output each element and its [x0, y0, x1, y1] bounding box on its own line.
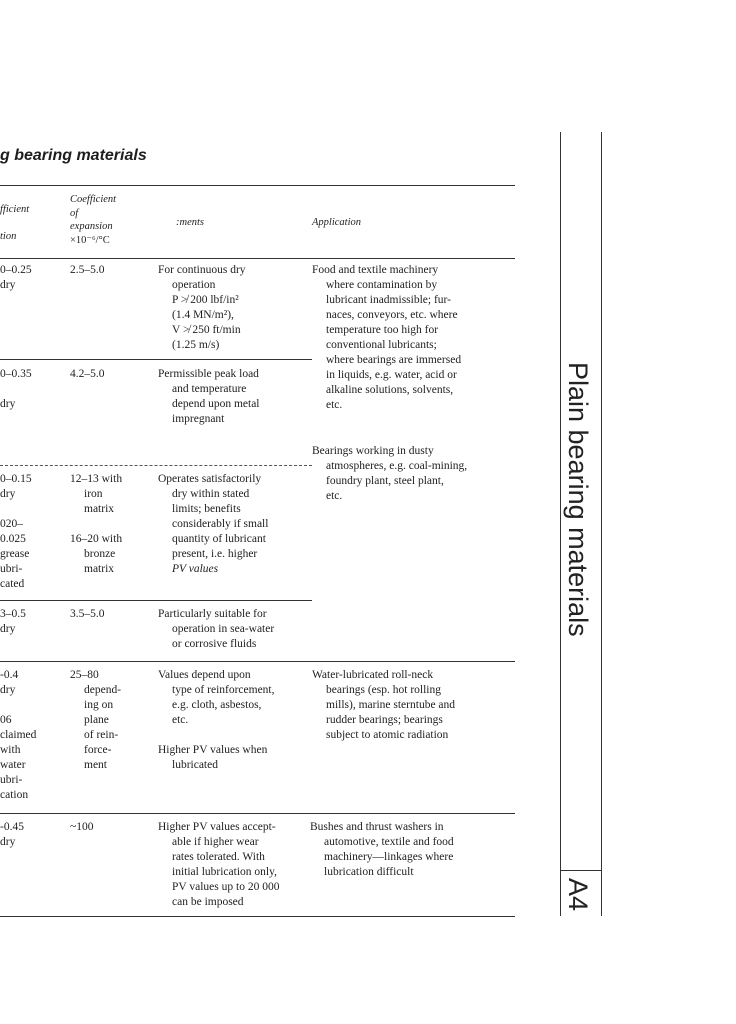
- application-4: Bushes and thrust washers in automotive, textile and food machinery—linkages where lubrication difficult: [310, 821, 454, 878]
- application-2: Bearings working in dusty atmospheres, e.g. coal-mining, foundry plant, steel plant, etc.: [312, 445, 468, 502]
- row-5-rule: [0, 813, 515, 814]
- row-4-expansion: 3.5–5.0: [70, 608, 105, 620]
- application-1: Food and textile machinery where contamination by lubricant inadmissible; fur- naces, conveyors, etc. where temperature too high for conventional lubricants; where bearings are immersed in liquids, e.g. water, acid or alkaline solutions, solvents, etc.: [312, 264, 462, 411]
- row-6-coefficient: -0.45 dry: [0, 821, 24, 848]
- side-tab-right-rule: [601, 132, 602, 916]
- table-bottom-rule: [0, 916, 515, 917]
- header-application: Application: [312, 217, 361, 228]
- row-3-rule: [0, 600, 312, 601]
- header-expansion: Coefficient of expansion ×10⁻⁶/°C: [70, 194, 117, 246]
- row-4-rule: [0, 661, 515, 662]
- row-1-comments: For continuous dry operation P ≯ 200 lbf/in² (1.4 MN/m²), V ≯ 250 ft/min (1.25 m/s): [158, 264, 246, 351]
- row-3-comments: Operates satisfactorily dry within stated limits; benefits considerably if small quantity of lubricant present, i.e. higher PV values: [158, 473, 269, 575]
- row-3-coefficient: 0–0.15 dry 020– 0.025 grease ubri- cated: [0, 473, 32, 590]
- row-2-comments: Permissible peak load and temperature depend upon metal impregnant: [158, 368, 260, 425]
- row-5-coefficient: -0.4 dry 06 claimed with water ubri- cation: [0, 669, 37, 801]
- side-title: Plain bearing materials: [563, 362, 593, 637]
- row-3-expansion: 12–13 with iron matrix 16–20 with bronze matrix: [70, 473, 123, 575]
- row-1-rule: [0, 359, 312, 360]
- row-6-expansion: ~100: [70, 821, 94, 833]
- row-5-expansion: 25–80 depend- ing on plane of rein- force- ment: [70, 669, 122, 771]
- side-tab-divider: [560, 870, 602, 871]
- row-4-coefficient: 3–0.5 dry: [0, 608, 26, 635]
- row-1-expansion: 2.5–5.0: [70, 264, 105, 276]
- side-tab-left-rule: [560, 132, 561, 916]
- header-top-rule: [0, 185, 515, 186]
- row-2-expansion: 4.2–5.0: [70, 368, 105, 380]
- header-bottom-rule: [0, 258, 515, 259]
- header-comments: :ments: [176, 217, 204, 228]
- row-2-coefficient: 0–0.35 dry: [0, 368, 32, 410]
- row-6-comments: Higher PV values accept- able if higher wear rates tolerated. With initial lubrication only, PV values up to 20 000 can be imposed: [158, 821, 280, 908]
- row-4-comments: Particularly suitable for operation in sea-water or corrosive fluids: [158, 608, 275, 650]
- side-code: A4: [563, 878, 593, 912]
- row-2-rule: [0, 465, 312, 467]
- row-5-comments: Values depend upon type of reinforcement, e.g. cloth, asbestos, etc. Higher PV values when lubricated: [158, 669, 275, 771]
- row-1-coefficient: 0–0.25 dry: [0, 264, 32, 291]
- header-coefficient: fficient tion: [0, 204, 30, 242]
- page-title: g bearing materials: [0, 147, 147, 164]
- application-3: Water-lubricated roll-neck bearings (esp. hot rolling mills), marine sterntube and rudder bearings; bearings subject to atomic radiation: [312, 669, 456, 741]
